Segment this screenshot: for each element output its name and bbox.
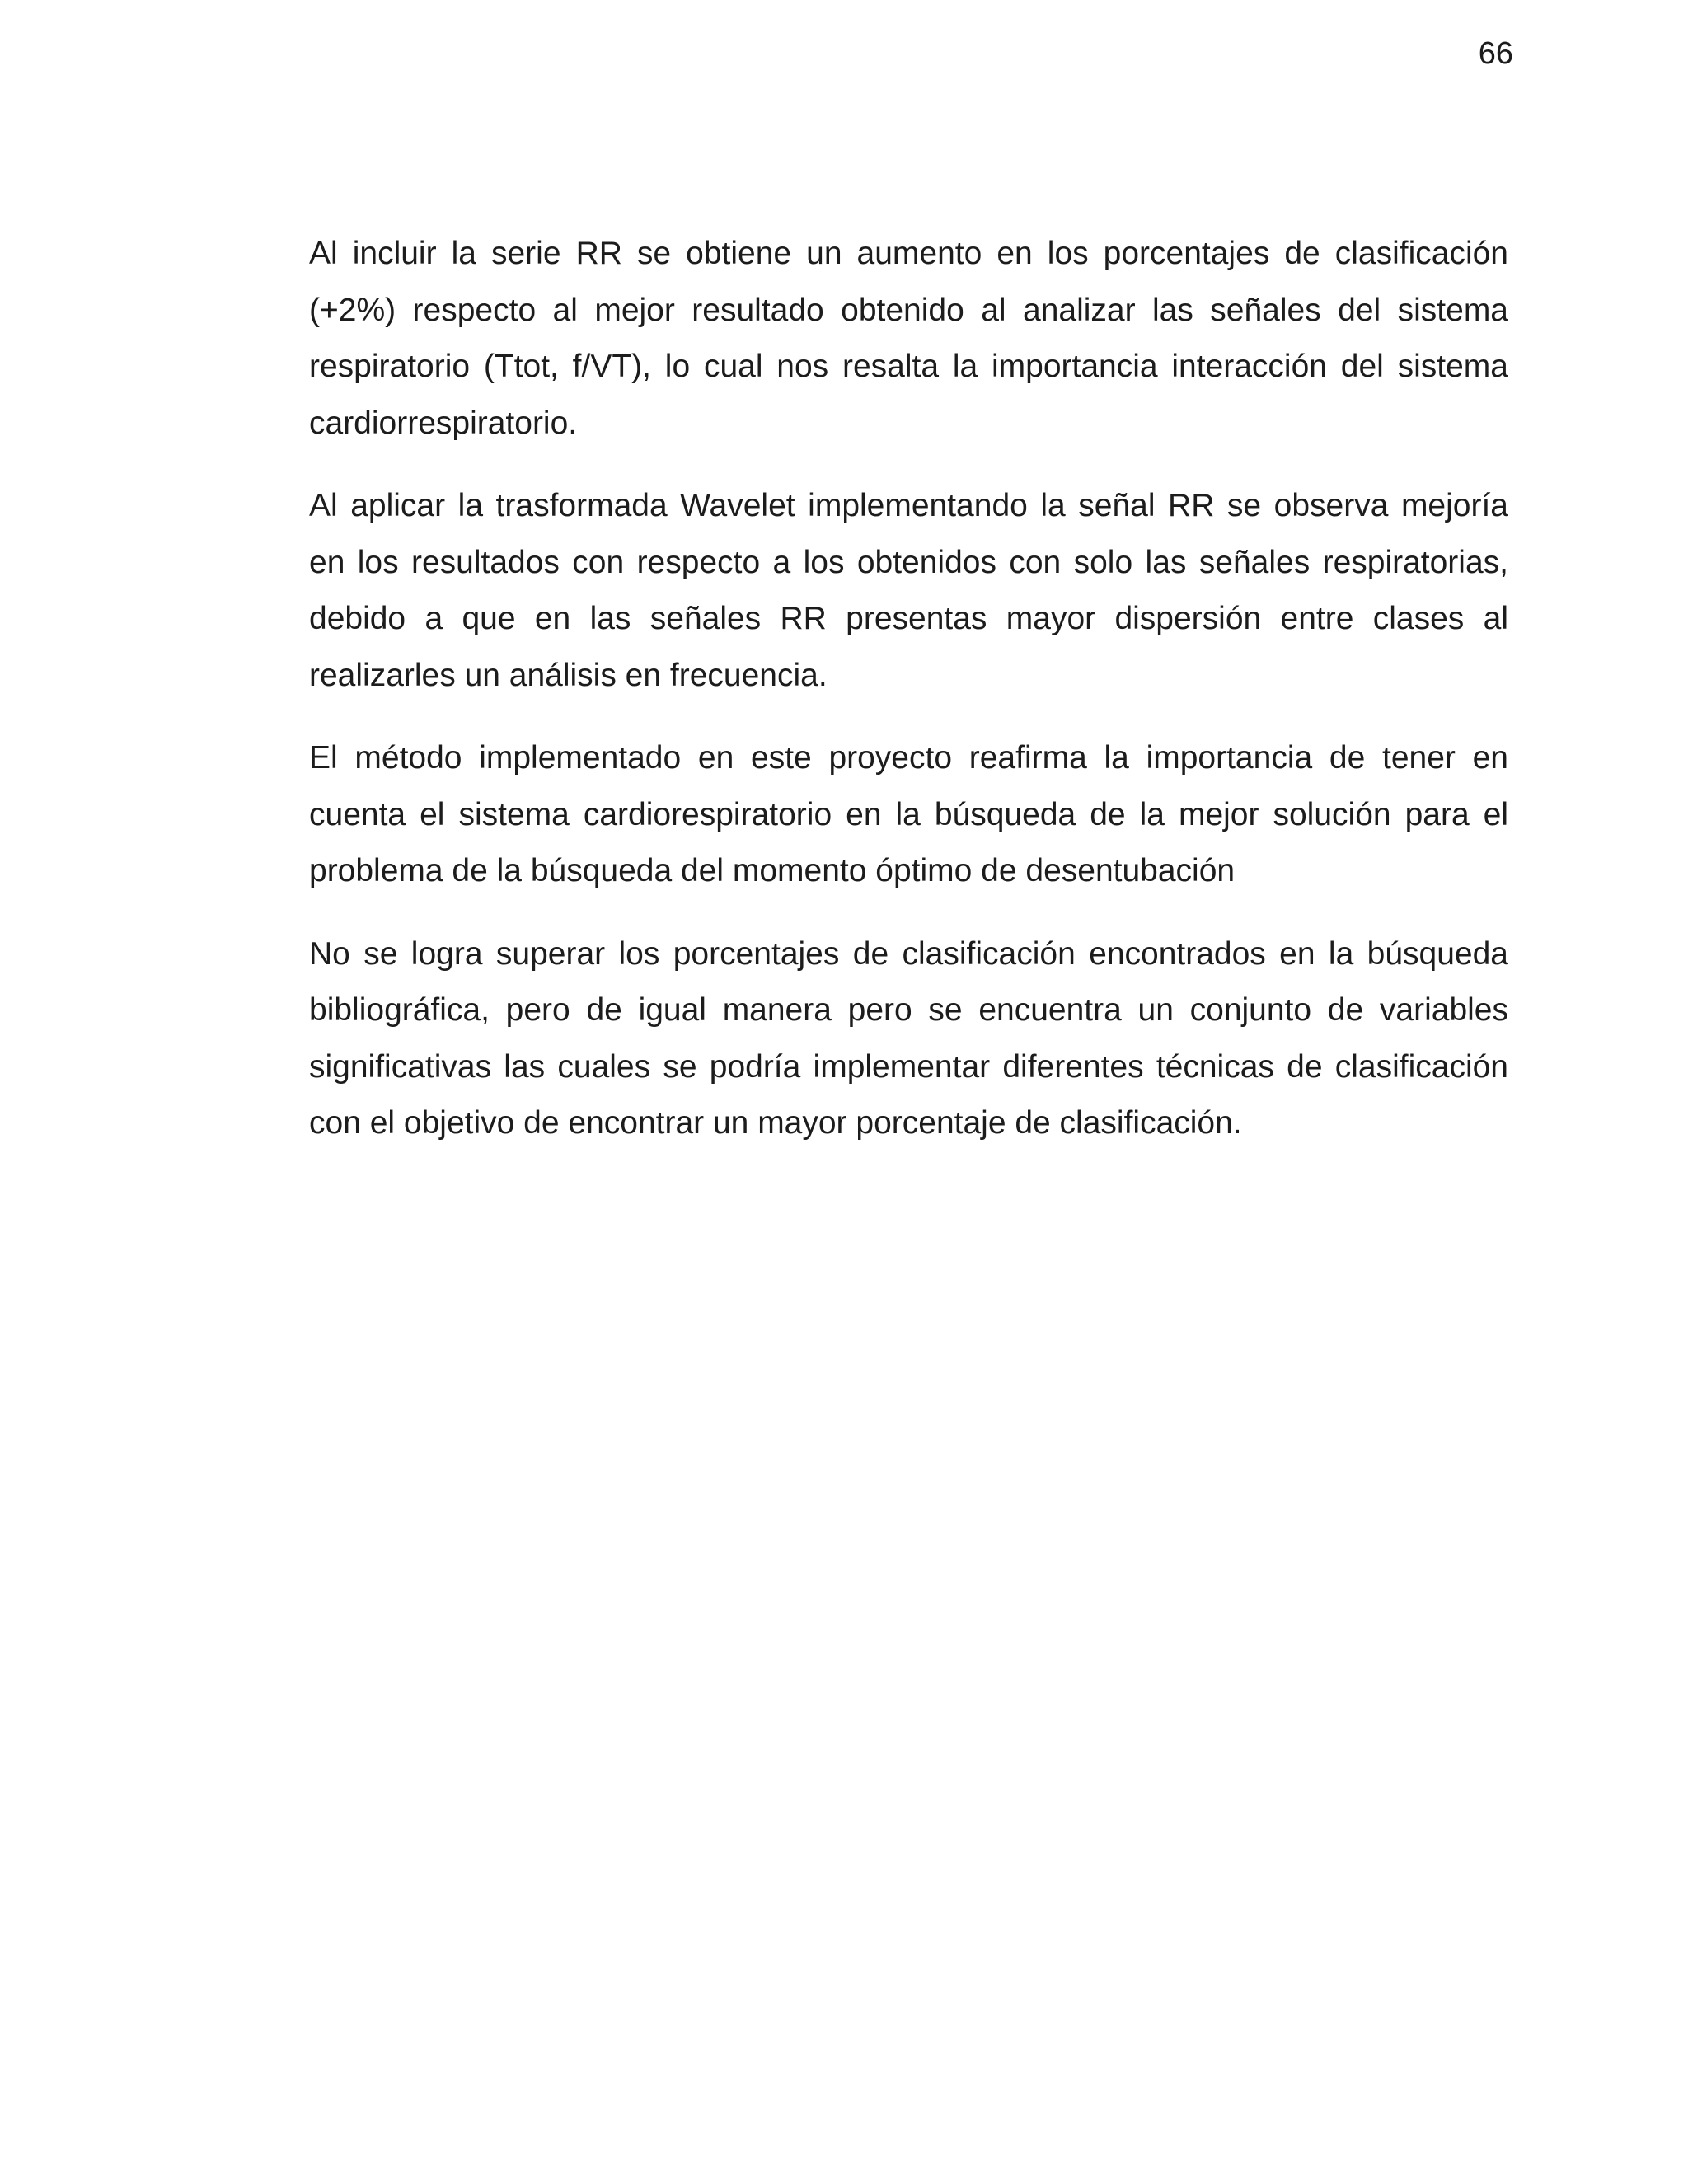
- paragraph-wavelet-result: Al aplicar la trasformada Wavelet implementando la señal RR se observa mejoría en los resultados con respecto a los obtenidos con solo las señales respiratorias, debido a que en las señales RR presentas mayor dispersión entre clases al realizarles un análisis en frecuencia.: [309, 488, 1508, 693]
- paragraph-bibliography-comparison: No se logra superar los porcentajes de clasificación encontrados en la búsqueda bibliográfica, pero de igual manera pero se encuentra un conjunto de variables significativas las cuales se podría implementar diferentes técnicas de clasificación con el objetivo de encontrar un mayor porcentaje de clasificación.: [309, 935, 1508, 1141]
- paragraph-method-conclusion: El método implementado en este proyecto reafirma la importancia de tener en cuenta el sistema cardiorespiratorio en la búsqueda de la mejor solución para el problema de la búsqueda del momento óptimo de desentubación: [309, 740, 1508, 888]
- body-text: [309, 226, 1508, 1179]
- paragraph-rr-series-result: Al incluir la serie RR se obtiene un aumento en los porcentajes de clasificación (+2%) respecto al mejor resultado obtenido al analizar las señales del sistema respiratorio (Ttot, f/VT), lo cual nos resalta la importancia interacción del sistema cardiorrespiratorio.: [309, 236, 1508, 441]
- page-number: 66: [1478, 36, 1513, 71]
